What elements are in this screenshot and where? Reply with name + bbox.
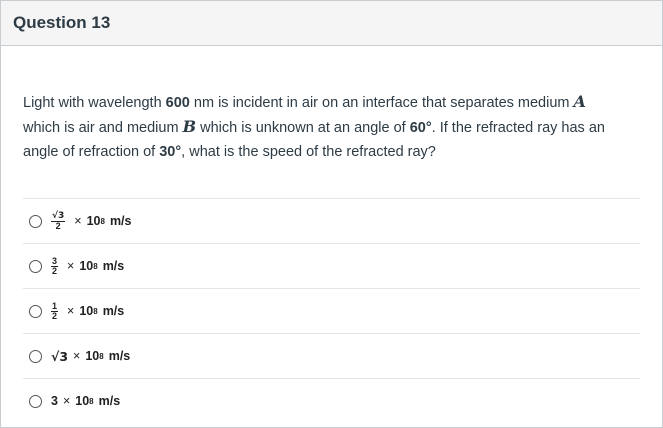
power-base: 10 (79, 259, 94, 273)
times-symbol: × (67, 259, 75, 273)
unit-label: m/s (108, 349, 131, 363)
question-text (23, 90, 640, 164)
question-text-part: nm is incident in air on an interface that separates medium (189, 95, 574, 111)
power-exponent: 8 (93, 261, 98, 271)
unit-label: m/s (98, 394, 121, 408)
question-text-part: Light with wavelength (23, 95, 166, 111)
fraction (51, 302, 58, 321)
answer-label (51, 302, 124, 321)
fraction (51, 212, 65, 231)
fraction-denominator: 2 (55, 220, 61, 231)
answer-option-4[interactable] (23, 333, 640, 378)
answer-label (51, 394, 120, 408)
power-exponent: 8 (100, 216, 105, 226)
question-header (1, 1, 662, 46)
answer-option-2[interactable] (23, 243, 640, 288)
unit-label: m/s (109, 214, 132, 228)
question-title: Question 13 (13, 13, 111, 32)
unit-label: m/s (102, 259, 125, 273)
fraction-numerator: √3 (52, 210, 65, 221)
question-text-part: . If the refracted ray has an angle of refraction of (23, 120, 605, 160)
power-exponent: 8 (99, 351, 104, 361)
coefficient: √3 (51, 348, 69, 364)
power-exponent: 8 (89, 396, 94, 406)
answer-option-1[interactable] (23, 198, 640, 243)
times-symbol: × (74, 214, 82, 228)
answer-option-3[interactable] (23, 288, 640, 333)
radio-button[interactable] (29, 215, 42, 228)
power-base: 10 (85, 349, 100, 363)
answer-label (51, 349, 130, 364)
answer-list (23, 198, 640, 423)
wavelength-value: 600 (165, 95, 190, 111)
radio-button[interactable] (29, 395, 42, 408)
radio-button[interactable] (29, 350, 42, 363)
question-text-part: which is unknown at an angle of (196, 120, 410, 136)
power-base: 10 (86, 214, 101, 228)
fraction-numerator: 1 (52, 300, 58, 311)
coefficient: 3 (51, 394, 58, 408)
question-body (1, 46, 662, 423)
power-exponent: 8 (93, 306, 98, 316)
fraction-denominator: 2 (52, 265, 58, 276)
times-symbol: × (73, 349, 81, 363)
incidence-angle-value: 60° (409, 120, 432, 136)
fraction (51, 257, 58, 276)
answer-label (51, 257, 124, 276)
fraction-numerator: 3 (52, 255, 58, 266)
power-base: 10 (79, 304, 94, 318)
times-symbol: × (67, 304, 75, 318)
unit-label: m/s (102, 304, 125, 318)
medium-b-label: B (182, 117, 197, 136)
question-text-part: , what is the speed of the refracted ray? (181, 144, 436, 160)
radio-button[interactable] (29, 305, 42, 318)
refraction-angle-value: 30° (159, 144, 182, 160)
medium-a-label: A (573, 92, 586, 111)
times-symbol: × (62, 394, 71, 408)
answer-option-5[interactable] (23, 378, 640, 423)
question-text-part: which is air and medium (23, 120, 183, 136)
radio-button[interactable] (29, 260, 42, 273)
fraction-denominator: 2 (52, 310, 58, 321)
power-base: 10 (75, 394, 90, 408)
answer-label (51, 212, 131, 231)
